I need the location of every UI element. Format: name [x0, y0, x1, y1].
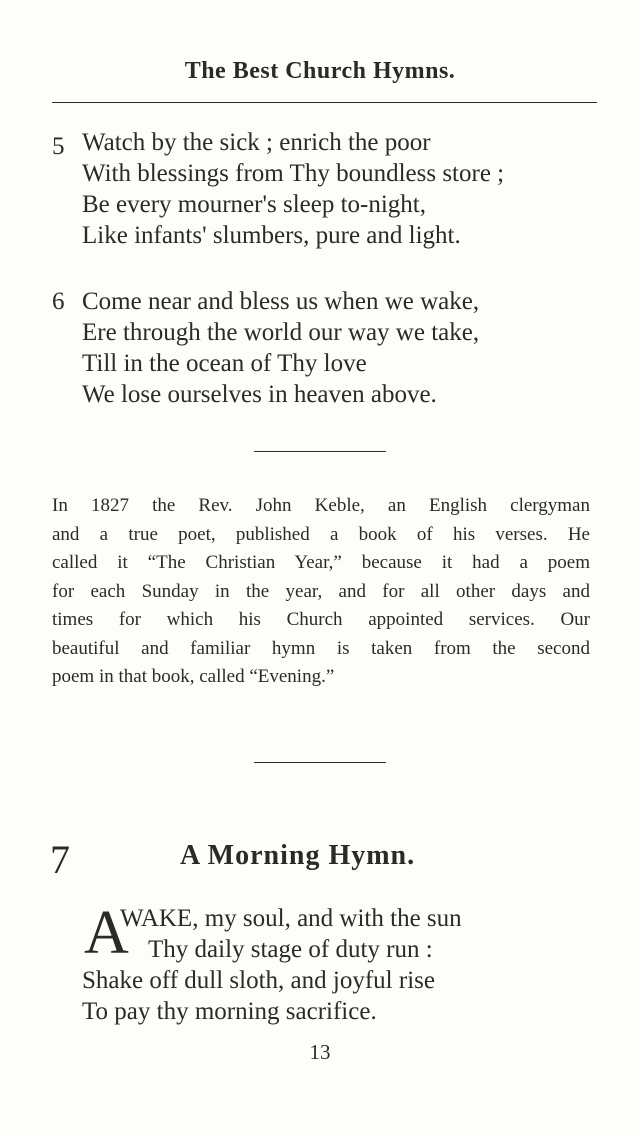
- note-line: for each Sunday in the year, and for all other days and: [52, 580, 590, 602]
- hymn-line: To pay thy morning sacrifice.: [82, 998, 377, 1025]
- note-line: called it “The Christian Year,” because it had a poem: [52, 552, 590, 573]
- verse-6: [52, 286, 479, 410]
- hymn-title: A Morning Hymn.: [180, 840, 416, 871]
- hymn-line: Shake off dull sloth, and joyful rise: [82, 967, 435, 994]
- section-divider: [254, 762, 386, 763]
- verse-line: We lose ourselves in heaven above.: [82, 381, 437, 408]
- verse-5: [52, 127, 504, 251]
- note-line: times for which his Church appointed services. Our: [52, 609, 590, 630]
- note-line: and a true poet, published a book of his verses. He: [52, 523, 590, 545]
- hymn-number: 7: [50, 837, 70, 882]
- note-line: beautiful and familiar hymn is taken from the second: [52, 637, 590, 659]
- hymn-line: Thy daily stage of duty run :: [148, 936, 433, 963]
- note-line: poem in that book, called “Evening.”: [52, 666, 335, 687]
- verse-line: With blessings from Thy boundless store ;: [82, 160, 505, 187]
- verse-line: Watch by the sick ; enrich the poor: [82, 129, 431, 156]
- historical-note: [52, 492, 590, 692]
- verse-line: Come near and bless us when we wake,: [82, 288, 480, 315]
- verse-number: 6: [52, 288, 65, 315]
- drop-cap: A: [84, 899, 129, 967]
- hymn-verse: [82, 899, 462, 1027]
- header-divider: [52, 102, 597, 103]
- verse-line: Till in the ocean of Thy love: [82, 350, 367, 377]
- section-divider: [254, 451, 386, 452]
- verse-line: Like infants' slumbers, pure and light.: [82, 222, 461, 249]
- note-line: In 1827 the Rev. John Keble, an English clergyman: [52, 495, 590, 516]
- verse-line: Ere through the world our way we take,: [82, 319, 480, 346]
- verse-line: Be every mourner's sleep to-night,: [82, 191, 426, 218]
- page-number: 13: [309, 1040, 331, 1064]
- running-header: The Best Church Hymns.: [184, 58, 456, 84]
- verse-number: 5: [52, 133, 65, 160]
- hymn-line: WAKE, my soul, and with the sun: [120, 905, 462, 932]
